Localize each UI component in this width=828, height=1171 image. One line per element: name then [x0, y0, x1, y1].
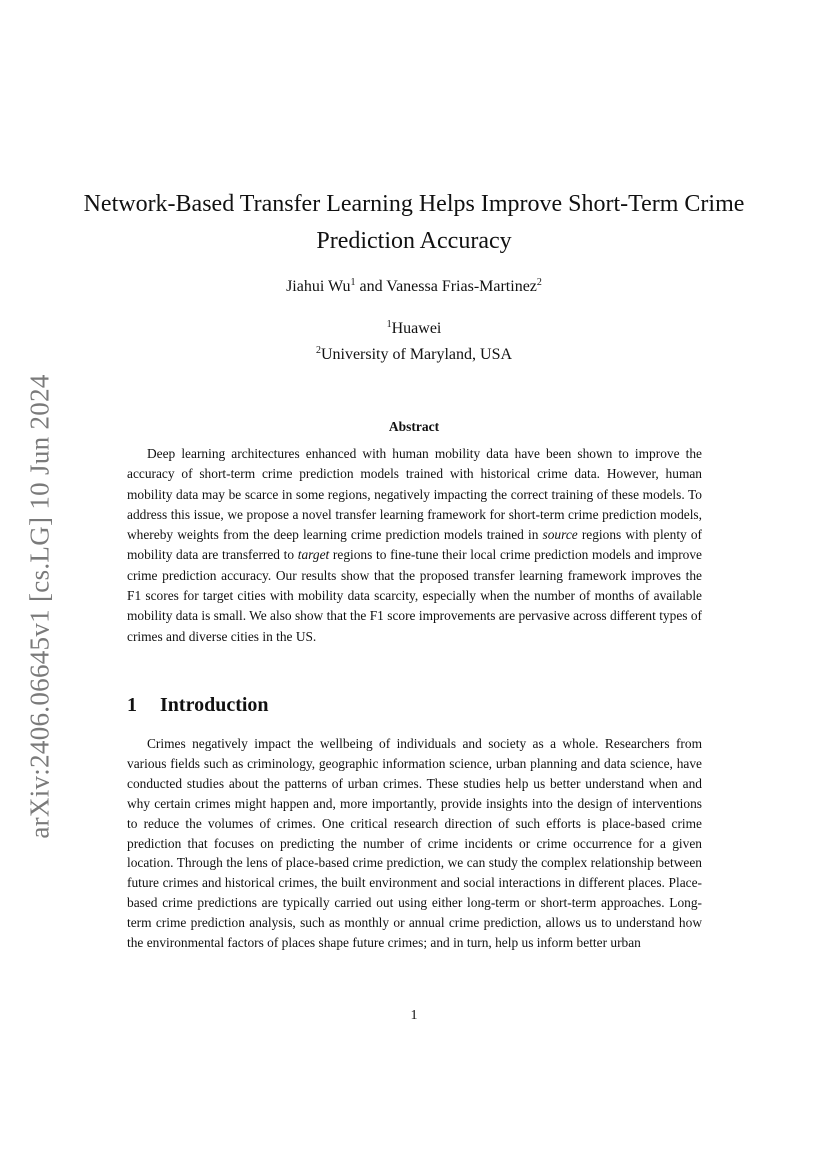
paper-title: Network-Based Transfer Learning Helps Improve Short-Term Crime Prediction Accuracy	[83, 191, 745, 254]
section-number: 1	[127, 694, 137, 716]
author-conjunction: and	[355, 278, 387, 295]
author-affil-marker: 2	[536, 277, 542, 288]
affiliation-marker: 2	[315, 345, 321, 356]
introduction-paragraph: Crimes negatively impact the wellbeing of individuals and society as a whole. Researchers from various fields such as criminology, geographic information science, urban planning and data science, have conducted studies about the patterns of urban crimes. These studies help us better understand when and why certain crimes might happen and, more importantly, provide insights into the design of interventions to reduce the volumes of crimes. One critical research direction of such efforts is place-based crime prediction that focuses on predicting the number of crime incidents or crime occurrence for a given location. Through the lens of place-based crime prediction, we can study the complex relationship between future crimes and historical crimes, the built environment and social interactions in different places. Place-based crime predictions are typically carried out using either long-term or short-term approaches. Long-term crime prediction analysis, such as monthly or annual crime prediction, allows us to understand how the environmental factors of places shape future crimes; and in turn, help us inform better urban	[127, 736, 702, 951]
affiliation-line	[0, 342, 828, 368]
abstract-text: regions to fine-tune their local crime prediction models and improve crime prediction accuracy. Our results show that the proposed transfer learning framework improves the F1 scores for target cities with mobility data scarcity, especially when the number of months of available mobility data is small. We also show that the F1 score improvements are pervasive across different types of crimes and diverse cities in the US.	[127, 547, 702, 644]
abstract-emphasis: target	[297, 547, 330, 563]
affiliation-marker: 1	[386, 319, 392, 330]
abstract-text: regions with plenty of mobility data are transferred to	[127, 527, 702, 563]
author-name: Vanessa Frias-Martinez	[386, 278, 537, 295]
affiliations	[0, 316, 828, 368]
abstract-heading: Abstract	[388, 419, 440, 434]
section-title: Introduction	[160, 694, 269, 716]
page-number: 1	[410, 1008, 418, 1023]
abstract-emphasis: source	[542, 527, 578, 543]
author-line	[0, 278, 828, 296]
affiliation-name: University of Maryland, USA	[320, 346, 513, 363]
arxiv-sidebar-stamp	[18, 363, 62, 849]
affiliation-name: Huawei	[391, 320, 442, 337]
arxiv-identifier: arXiv:2406.06645v1 [cs.LG] 10 Jun 2024	[24, 373, 55, 839]
abstract-text: Deep learning architectures enhanced with human mobility data have been shown to improve the accuracy of short-term crime prediction models trained with historical crime data. However, human mobility data may be scarce in some regions, negatively impacting the correct training of these models. To address this issue, we propose a novel transfer learning framework for short-term crime prediction models, whereby weights from the deep learning crime prediction models trained in	[127, 446, 702, 543]
abstract-body	[127, 444, 702, 647]
author-name: Jiahui Wu	[286, 278, 351, 295]
affiliation-line	[0, 316, 828, 342]
section-heading	[127, 694, 707, 717]
author-affil-marker: 1	[350, 277, 356, 288]
